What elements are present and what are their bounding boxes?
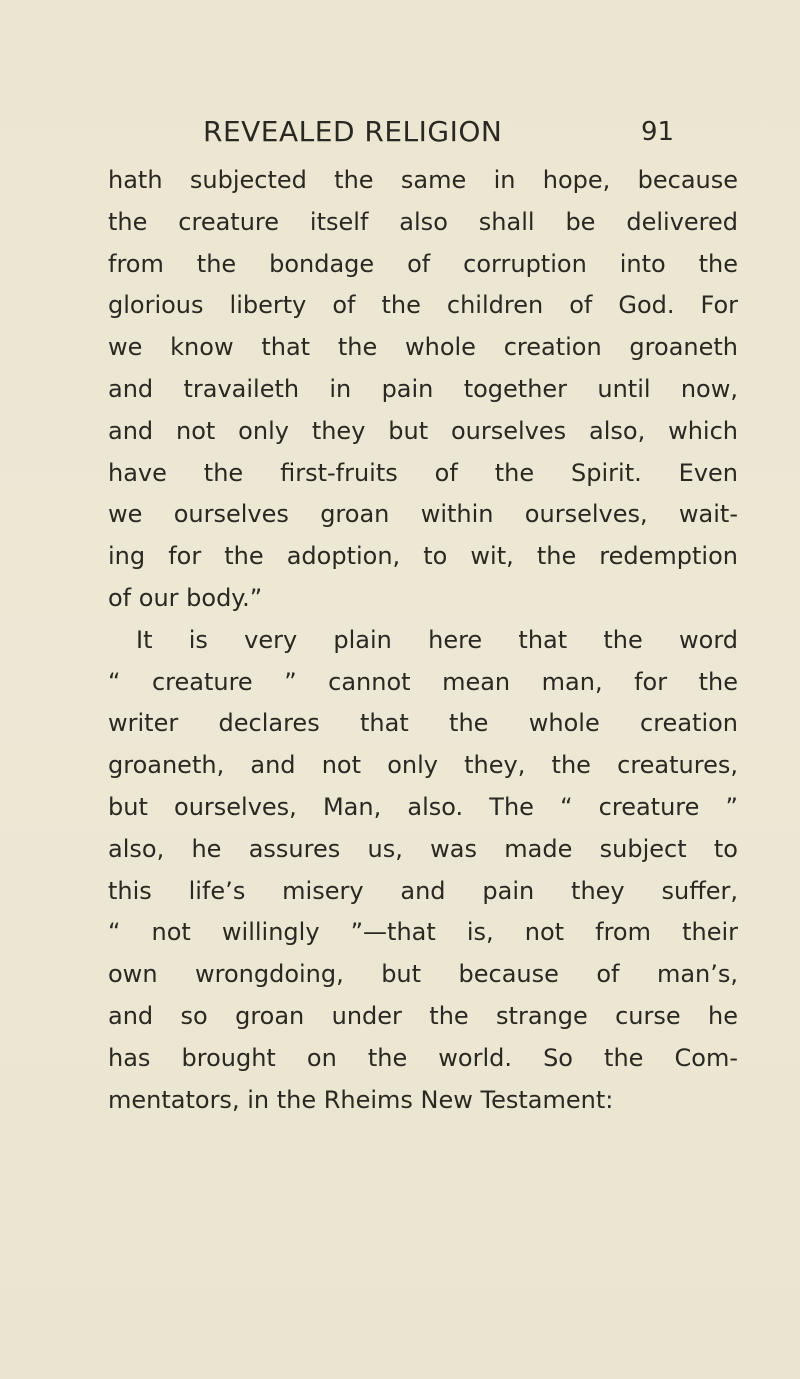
- text-line: from the bondage of corruption into the: [108, 249, 738, 278]
- text-line: “ not willingly ”—that is, not from their: [108, 918, 738, 947]
- text-line: own wrongdoing, but because of man’s,: [108, 960, 738, 989]
- text-line: and not only they but ourselves also, which: [108, 416, 738, 445]
- text-line: writer declares that the whole creation: [108, 709, 738, 738]
- text-line: and travaileth in pain together until now,: [108, 374, 738, 403]
- text-line: we know that the whole creation groaneth: [108, 333, 738, 362]
- text-line: but ourselves, Man, also. The “ creature ”: [108, 792, 738, 821]
- text-line: we ourselves groan within ourselves, wait-: [108, 500, 738, 529]
- text-line: mentators, in the Rheims New Testament:: [108, 1085, 614, 1114]
- body-text: [108, 160, 738, 1121]
- text-line: “ creature ” cannot mean man, for the: [108, 667, 738, 696]
- text-line: have the first-fruits of the Spirit. Even: [108, 458, 738, 487]
- text-line: of our body.”: [108, 583, 263, 612]
- text-line: this life’s misery and pain they suffer,: [108, 876, 738, 905]
- text-line: glorious liberty of the children of God. For: [108, 291, 738, 320]
- paragraph-first-line: It is very plain here that the word: [136, 625, 738, 654]
- page-number: 91: [641, 117, 675, 147]
- text-line: ing for the adoption, to wit, the redemption: [108, 542, 738, 571]
- running-title: REVEALED RELIGION: [203, 115, 503, 148]
- text-line: also, he assures us, was made subject to: [108, 834, 738, 863]
- text-line: groaneth, and not only they, the creatures,: [108, 751, 738, 780]
- text-line: hath subjected the same in hope, because: [108, 166, 738, 194]
- text-line: has brought on the world. So the Com-: [108, 1043, 738, 1072]
- running-head: [0, 112, 800, 152]
- text-line: and so groan under the strange curse he: [108, 1001, 738, 1030]
- text-line: the creature itself also shall be delivered: [108, 207, 738, 236]
